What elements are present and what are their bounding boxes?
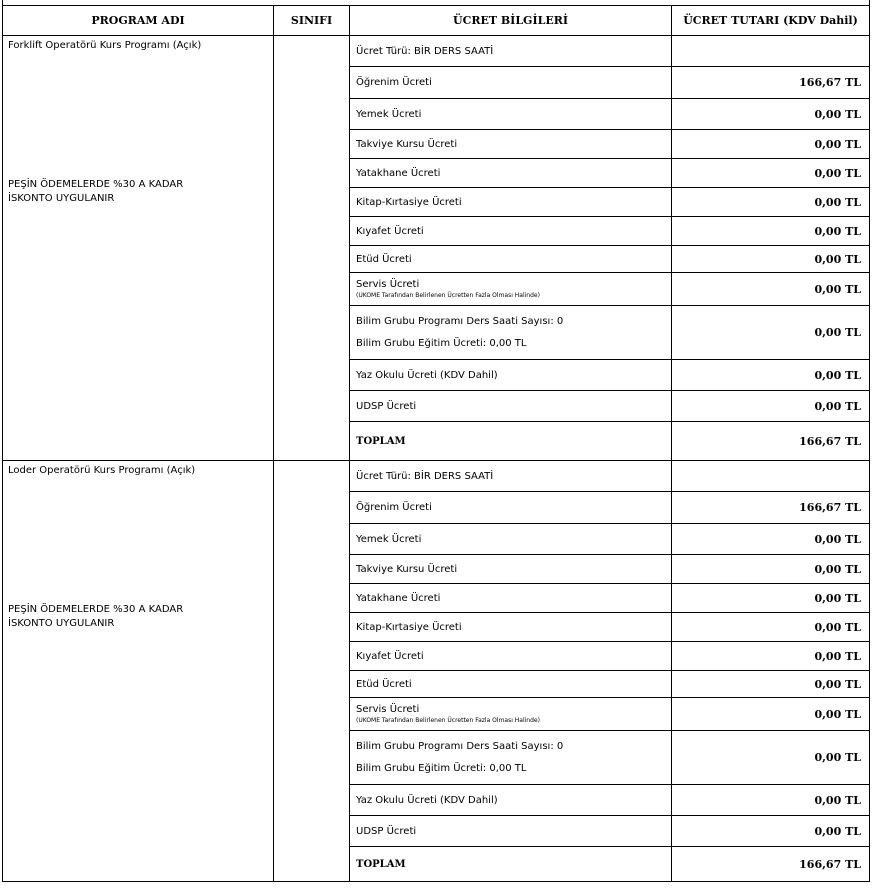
row-label: Yaz Okulu Ücreti (KDV Dahil) xyxy=(350,360,672,391)
row-label: UDSP Ücreti xyxy=(350,391,672,422)
program-name-cell xyxy=(3,36,274,461)
row-label: Kıyafet Ücreti xyxy=(350,217,672,246)
discount-note: PEŞİN ÖDEMELERDE %30 A KADAR İSKONTO UYGULANIR xyxy=(8,179,184,204)
row-amount: 0,00 TL xyxy=(672,555,870,584)
fee-type: Ücret Türü: BİR DERS SAATİ xyxy=(350,461,672,492)
program-name: Loder Operatörü Kurs Programı (Açık) xyxy=(8,465,196,476)
row-label: Takviye Kursu Ücreti xyxy=(350,130,672,159)
total-label: TOPLAM xyxy=(350,422,672,461)
row-amount: 0,00 TL xyxy=(672,99,870,130)
header-row xyxy=(3,6,870,36)
total-amount: 166,67 TL xyxy=(672,847,870,882)
row-label: Kıyafet Ücreti xyxy=(350,642,672,671)
row-label: Etüd Ücreti xyxy=(350,246,672,273)
row-amount: 0,00 TL xyxy=(672,306,870,360)
servis-cell: Servis Ücreti (UKOME Tarafından Belirlenen Ücretten Fazla Olması Halinde) xyxy=(350,698,672,731)
row-label: Takviye Kursu Ücreti xyxy=(350,555,672,584)
row-label: Yemek Ücreti xyxy=(350,99,672,130)
row-label: Öğrenim Ücreti xyxy=(350,492,672,524)
class-cell xyxy=(274,461,350,882)
row-amount: 0,00 TL xyxy=(672,391,870,422)
row-label: Kitap-Kırtasiye Ücreti xyxy=(350,188,672,217)
row-amount: 0,00 TL xyxy=(672,584,870,613)
table-row xyxy=(3,36,870,67)
header-fee-info: ÜCRET BİLGİLERİ xyxy=(350,6,672,36)
row-label: Kitap-Kırtasiye Ücreti xyxy=(350,613,672,642)
header-class: SINIFI xyxy=(274,6,350,36)
row-label: Etüd Ücreti xyxy=(350,671,672,698)
row-amount: 0,00 TL xyxy=(672,188,870,217)
class-cell xyxy=(274,36,350,461)
row-label: UDSP Ücreti xyxy=(350,816,672,847)
row-label: Öğrenim Ücreti xyxy=(350,67,672,99)
row-amount: 0,00 TL xyxy=(672,246,870,273)
row-amount: 0,00 TL xyxy=(672,816,870,847)
row-label: Yemek Ücreti xyxy=(350,524,672,555)
row-amount: 0,00 TL xyxy=(672,524,870,555)
discount-note: PEŞİN ÖDEMELERDE %30 A KADAR İSKONTO UYGULANIR xyxy=(8,604,184,629)
bilim-cell: Bilim Grubu Programı Ders Saati Sayısı: 0 Bilim Grubu Eğitim Ücreti: 0,00 TL xyxy=(350,731,672,785)
row-label: Yaz Okulu Ücreti (KDV Dahil) xyxy=(350,785,672,816)
bilim-cell: Bilim Grubu Programı Ders Saati Sayısı: 0 Bilim Grubu Eğitim Ücreti: 0,00 TL xyxy=(350,306,672,360)
row-amount: 0,00 TL xyxy=(672,130,870,159)
row-amount: 0,00 TL xyxy=(672,273,870,306)
table-row xyxy=(3,461,870,492)
row-amount: 0,00 TL xyxy=(672,698,870,731)
row-amount: 0,00 TL xyxy=(672,613,870,642)
row-amount: 0,00 TL xyxy=(672,217,870,246)
row-amount: 0,00 TL xyxy=(672,785,870,816)
row-label: Yatakhane Ücreti xyxy=(350,584,672,613)
fee-type: Ücret Türü: BİR DERS SAATİ xyxy=(350,36,672,67)
fee-type-amount xyxy=(672,36,870,67)
fee-table xyxy=(2,5,870,882)
header-fee-amount: ÜCRET TUTARI (KDV Dahil) xyxy=(672,6,870,36)
row-label: Yatakhane Ücreti xyxy=(350,159,672,188)
row-amount: 166,67 TL xyxy=(672,67,870,99)
row-amount: 0,00 TL xyxy=(672,159,870,188)
total-amount: 166,67 TL xyxy=(672,422,870,461)
fee-type-amount xyxy=(672,461,870,492)
servis-cell: Servis Ücreti (UKOME Tarafından Belirlenen Ücretten Fazla Olması Halinde) xyxy=(350,273,672,306)
row-amount: 0,00 TL xyxy=(672,642,870,671)
row-amount: 166,67 TL xyxy=(672,492,870,524)
row-amount: 0,00 TL xyxy=(672,360,870,391)
program-name-cell xyxy=(3,461,274,882)
total-label: TOPLAM xyxy=(350,847,672,882)
row-amount: 0,00 TL xyxy=(672,671,870,698)
header-program-name: PROGRAM ADI xyxy=(3,6,274,36)
row-amount: 0,00 TL xyxy=(672,731,870,785)
program-name: Forklift Operatörü Kurs Programı (Açık) xyxy=(8,40,202,51)
